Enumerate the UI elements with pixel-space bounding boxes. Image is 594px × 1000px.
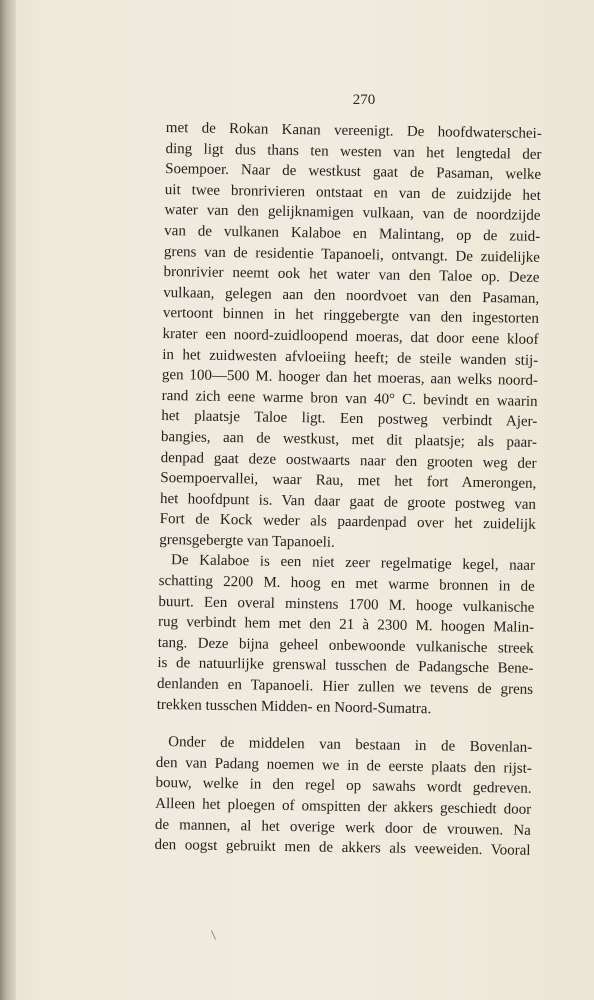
text-line: denpad gaat deze oostwaarts naar den grooten weg der xyxy=(160,449,537,472)
text-line: Fort de Kock weder als paardenpad over het zuidelijk xyxy=(159,511,536,534)
text-line: bangies, aan de westkust, met dit plaatsje; als paar- xyxy=(160,428,538,451)
text-line: den oogst gebruikt men de akkers als veeweiden. Vooral xyxy=(154,837,531,860)
text-line: gen 100—500 M. hooger dan het moeras, aan welks noord- xyxy=(161,367,539,389)
paper-blemish xyxy=(211,930,216,939)
text-line: buurt. Een overal minstens 1700 M. hooge vulkanische xyxy=(158,593,535,616)
text-line: water van den gelijknamigen vulkaan, van de noordzijde xyxy=(164,202,541,225)
text-line: De Kalaboe is een niet zeer regelmatige kegel, naar xyxy=(170,552,536,575)
paragraph-1 xyxy=(159,118,542,556)
text-line: rug verbindt hem met den 21 à 2300 M. hoogen Malin- xyxy=(157,614,535,637)
text-line: bronrivier neemt ook het water van den Taloe op. Deze xyxy=(163,264,540,287)
text-line: het hoofdpunt is. Van daar gaat de groote postweg van xyxy=(159,490,537,513)
text-line: in het zuidwesten afvloeiing heeft; de steile wanden stij- xyxy=(162,346,539,369)
text-line: Alleen het ploegen of omspitten der akkers geschiedt door xyxy=(155,795,532,818)
text-line: vulkaan, gelegen aan den noordvoet van den Pasaman, xyxy=(163,284,540,307)
page-number: 270 xyxy=(352,92,376,108)
text-line: Soempoer. Naar de westkust gaat de Pasaman, welke xyxy=(165,161,542,184)
paragraph-2 xyxy=(157,550,536,721)
text-line: rand zich eene warme bron van 40° C. bevindt en waarin xyxy=(161,387,538,410)
text-line: krater een noord-zuidloopend moeras, dat door eene kloof xyxy=(162,325,539,348)
text-line: Soempoervallei, waar Rau, met het fort Amerongen, xyxy=(160,470,537,492)
text-line: Onder de middelen van bestaan in de Bovenlan- xyxy=(168,734,533,757)
text-line: uit twee bronrivieren ontstaat en van de zuidzijde het xyxy=(164,181,541,204)
text-line: den van Padang noemen we in de eerste plaats den rijst- xyxy=(155,754,532,777)
text-line: vertoont binnen in het ringgebergte van den ingestorten xyxy=(162,305,540,328)
paragraph-3 xyxy=(154,732,532,861)
text-line: denlanden en Tapanoeli. Hier zullen we tevens de grens xyxy=(156,675,534,698)
text-line: bouw, welke in den regel op sawahs wordt gedreven. xyxy=(155,775,532,798)
text-line: ding ligt dus thans ten westen van het lengtedal der xyxy=(165,140,542,163)
text-line: trekken tusschen Midden- en Noord-Sumatra. xyxy=(156,696,432,717)
text-line: met de Rokan Kanan vereenigt. De hoofdwaterschei- xyxy=(165,119,542,142)
text-line: het plaatsje Taloe ligt. Een postweg verbindt Ajer- xyxy=(161,408,538,431)
body-text xyxy=(154,118,542,862)
text-line: is de natuurlijke grenswal tusschen de Padangsche Bene- xyxy=(157,655,534,678)
text-line: de mannen, al het overige werk door de vrouwen. Na xyxy=(154,816,531,839)
text-line: van de vulkanen Kalaboe en Malintang, op de zuid- xyxy=(164,222,541,245)
text-line: grens van de residentie Tapanoeli, ontvangt. De zuidelijke xyxy=(163,243,540,266)
text-line: schatting 2200 M. hoog en met warme bronnen in de xyxy=(158,573,535,595)
binding-gutter xyxy=(0,0,16,1000)
text-line: tang. Deze bijna geheel onbewoonde vulkanische streek xyxy=(157,634,534,657)
text-line: grensgebergte van Tapanoeli. xyxy=(159,531,335,551)
